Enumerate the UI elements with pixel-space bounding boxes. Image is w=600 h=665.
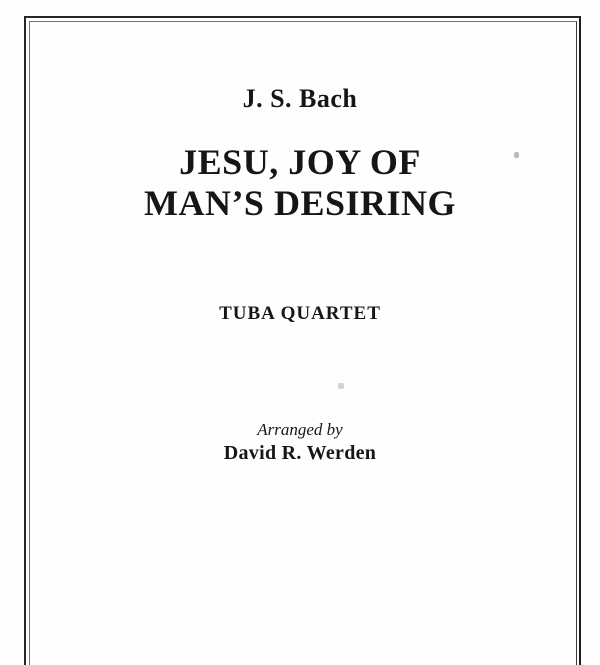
piece-title-line-2: MAN’S DESIRING — [143, 183, 457, 223]
arranger-name: David R. Werden — [223, 442, 377, 464]
piece-title — [0, 142, 600, 224]
scan-speck — [338, 383, 344, 389]
composer-name: J. S. Bach — [242, 84, 358, 113]
piece-title-line-1: JESU, JOY OF — [179, 142, 421, 182]
ensemble-type: TUBA QUARTET — [219, 303, 381, 324]
arranged-by-label: Arranged by — [257, 420, 343, 439]
inner-border-frame — [29, 21, 577, 665]
scan-speck — [514, 152, 519, 158]
